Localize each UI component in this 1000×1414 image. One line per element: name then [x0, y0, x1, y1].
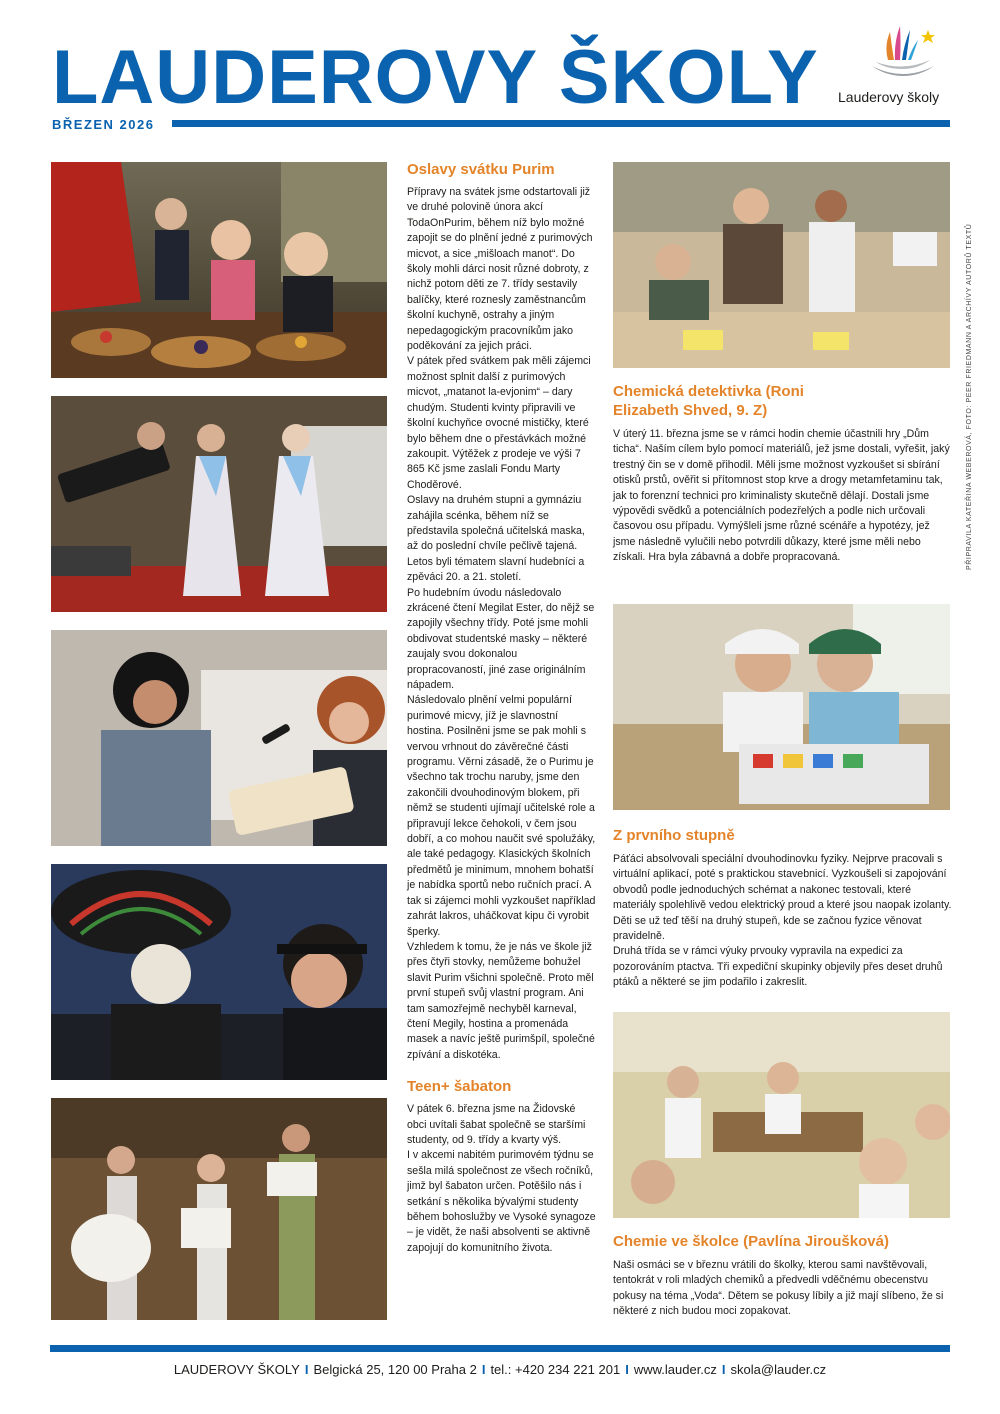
header-rule: [172, 120, 950, 127]
teen-shabbat-paragraph: V pátek 6. března jsme na Židovské obci uvítali šabat společně se staršími studenty, od 9. třídy a kvarty výš.: [407, 1103, 586, 1146]
footer-web-link[interactable]: www.lauder.cz: [633, 1362, 717, 1377]
first-grade-paragraph: Páťáci absolvovali speciální dvouhodinovku fyziky. Nejprve pracovali s virtuální aplikací, poté s praktickou stavebnicí. Vyzkoušeli si zapojování obvodů podle jednoduchých schémat a nakonec testovali, které materiály spolehlivě vedou elektrický proud a které jsou naopak izolanty. Děti se už teď těší na druhý stupeň, kde se začnou fyzice věnovat pravidelně.: [613, 853, 952, 943]
footer-separator: I: [625, 1362, 629, 1377]
purim-paragraph: Přípravy na svátek jsme odstartovali již ve druhé polovině února akcí TodaOnPurim, během níž bylo možné zapojit se do plnění jedné z purimových micvot, a sice „mišloach manot“. Do školy mohli dárci nosit různé dobroty, z nichž potom děti ze 7. třídy sestavily balíčky, které roznesly zaměstnancům školní kuchyně, ostrahy a jiným nepedagogickým pracovníkům jako poděkování za jejich práci.: [407, 186, 593, 353]
purim-paragraph: Vzhledem k tomu, že je nás ve škole již přes čtyři stovky, nemůžeme bohužel slavit Purim všichni společně. Proto měl první stupeň svůj vlastní program. Ani tam samozřejmě nechyběl karneval, čtení Megily, hostina a promenáda masek a navíc ještě purimšpíl, společné zpívání a diskotéka.: [407, 940, 595, 1061]
kindergarten-paragraph: Naši osmáci se v březnu vrátili do školky, kterou sami navštěvovali, tentokrát v roli mladých chemiků a předvedli vděčnému obecenstvu pokusy na téma „Voda“. Dětem se pokusy líbily a již mají slíbeno, že si některé z nich budou moci zopakovat.: [613, 1259, 944, 1318]
kindergarten-section: [613, 1232, 953, 1320]
teen-shabbat-costumes-photo: [51, 1098, 387, 1320]
school-logo: [830, 22, 960, 110]
chemistry-section: [613, 382, 953, 566]
footer-separator: I: [304, 1362, 309, 1377]
first-grade-section: [613, 826, 953, 991]
purim-fruit-bowls-photo: [51, 162, 387, 378]
purim-costumes-photo: [51, 864, 387, 1080]
footer-rule: [50, 1345, 950, 1352]
footer-email-link[interactable]: skola@lauder.cz: [730, 1362, 827, 1377]
purim-paragraph: Následovalo plnění velmi populární purimové micvy, jíž je slavnostní hostina. Posilněni jsme se pak mohli s vervou vrhnout do závěrečné části programu. Věrni zásadě, že o Purimu je všechno tak trochu naruby, jsme den zakončili dvouhodinovým blokem, při němž se studenti ujímají učitelské role a připravují lekce čehokoli, v čem jsou dobří, a co mohou naučit své spolužáky, ale také pedagogy. Klasických školních předmětů je minimum, mnohem bohatší je nabídka sportů nebo ručních prací. A tak si zájemci mohli vyzkoušet například zahrát lakros, uháčkovat kipu či vyrobit šperky.: [407, 694, 596, 938]
first-grade-heading: Z prvního stupně: [613, 827, 735, 844]
kindergarten-chemistry-photo: [613, 1012, 950, 1218]
teen-shabbat-heading: Teen+ šabaton: [407, 1078, 512, 1096]
kindergarten-heading: Chemie ve školce (Pavlína Jiroušková): [613, 1233, 889, 1250]
logo-text: Lauderovy školy: [838, 89, 940, 105]
first-grade-paragraph: Druhá třída se v rámci výuky prvouky vypravila na expedici za pozorováním ptactva. Tři expediční skupinky objevily přes deset druhů ptáků a některé se jim podařilo i zakreslit.: [613, 945, 943, 989]
chemistry-paragraph: V úterý 11. března jsme se v rámci hodin chemie účastnili hry „Dům ticha“. Naším cílem bylo pomocí materiálů, jež jsme dostali, vyřešit, jaký trestný čin se v domě přihodil. Měli jsme možnost vyzkoušet si sbírání otisků prstů, ověřit si přítomnost stop krve a drogy metamfetaminu tak, jak to forenzní technici pro kriminalisty skutečně dělají. Dostali jsme výpovědi svědků a potenciálních podezřelých a podle nich určovali časovou osu případu. Vymýšleli jsme různé scénáře a hypotézy, jež jsme následně vylučili nebo potvrdili důkazy, které jsme měli nebo získali. Hra byla zábavná a dobře propracovaná.: [613, 428, 950, 564]
footer-school-name: LAUDEROVY ŠKOLY: [173, 1362, 300, 1377]
middle-column: [407, 160, 597, 1256]
purim-paragraph: Oslavy na druhém stupni a gymnáziu zahájila scénka, během níž se představila společná učitelská maska, až do poslední chvíle pečlivě tajená. Letos byli tématem slavní hudebníci a zpěváci 20. a 21. století.: [407, 494, 585, 584]
logo-ship-icon: [868, 22, 938, 86]
footer-address: Belgická 25, 120 00 Praha 2: [313, 1362, 477, 1377]
chemistry-detective-photo: [613, 162, 950, 368]
purim-megilla-reading-photo: [51, 630, 387, 846]
teen-shabbat-paragraph: I v akcemi nabitém purimovém týdnu se sešla milá společnost ze všech ročníků, jimž byl šabaton určen. Potěšilo nás i setkání s několika bývalými studenty během bohoslužby ve Vysoké synagoze – je vidět, že naši absolventi se aktivně zapojují do komunitního života.: [407, 1149, 596, 1254]
purim-stage-performance-photo: [51, 396, 387, 612]
chemistry-heading: Chemická detektivka (Roni Elizabeth Shved, 9. Z): [613, 383, 804, 419]
issue-date: BŘEZEN 2026: [52, 117, 155, 132]
footer-phone: tel.: +420 234 221 201: [490, 1362, 621, 1377]
footer-separator: I: [721, 1362, 726, 1377]
first-grade-circuits-photo: [613, 604, 950, 810]
purim-heading: Oslavy svátku Purim: [407, 161, 555, 178]
footer: [0, 1362, 1000, 1377]
newsletter-title: LAUDEROVY ŠKOLY: [52, 35, 819, 120]
purim-paragraph: V pátek před svátkem pak měli zájemci možnost splnit další z purimových micvot, „matanot la-evjonim“ – dary chudým. Studenti kvinty připravili ve školní kuchyňce ovocné mističky, které bylo během dne o přestávkách možné zakoupit. Výtěžek z prodeje ve výši 7 865 Kč jsme zaslali Fondu Marty Choděrové.: [407, 355, 591, 491]
footer-separator: I: [481, 1362, 486, 1377]
photo-credit: PŘIPRAVILA KATEŘINA WEBEROVÁ, FOTO: PEER FRIEDMANN A ARCHÍVY AUTORŮ TEXTŮ: [966, 223, 973, 570]
purim-paragraph: Po hudebním úvodu následovalo zkrácené čtení Megilat Ester, do nějž se zapojily všechny třídy. Poté jsme mohli obdivovat studentské masky – některé zaujaly svou dokonalou propracovaností, jiné zase originálním nápadem.: [407, 586, 595, 691]
